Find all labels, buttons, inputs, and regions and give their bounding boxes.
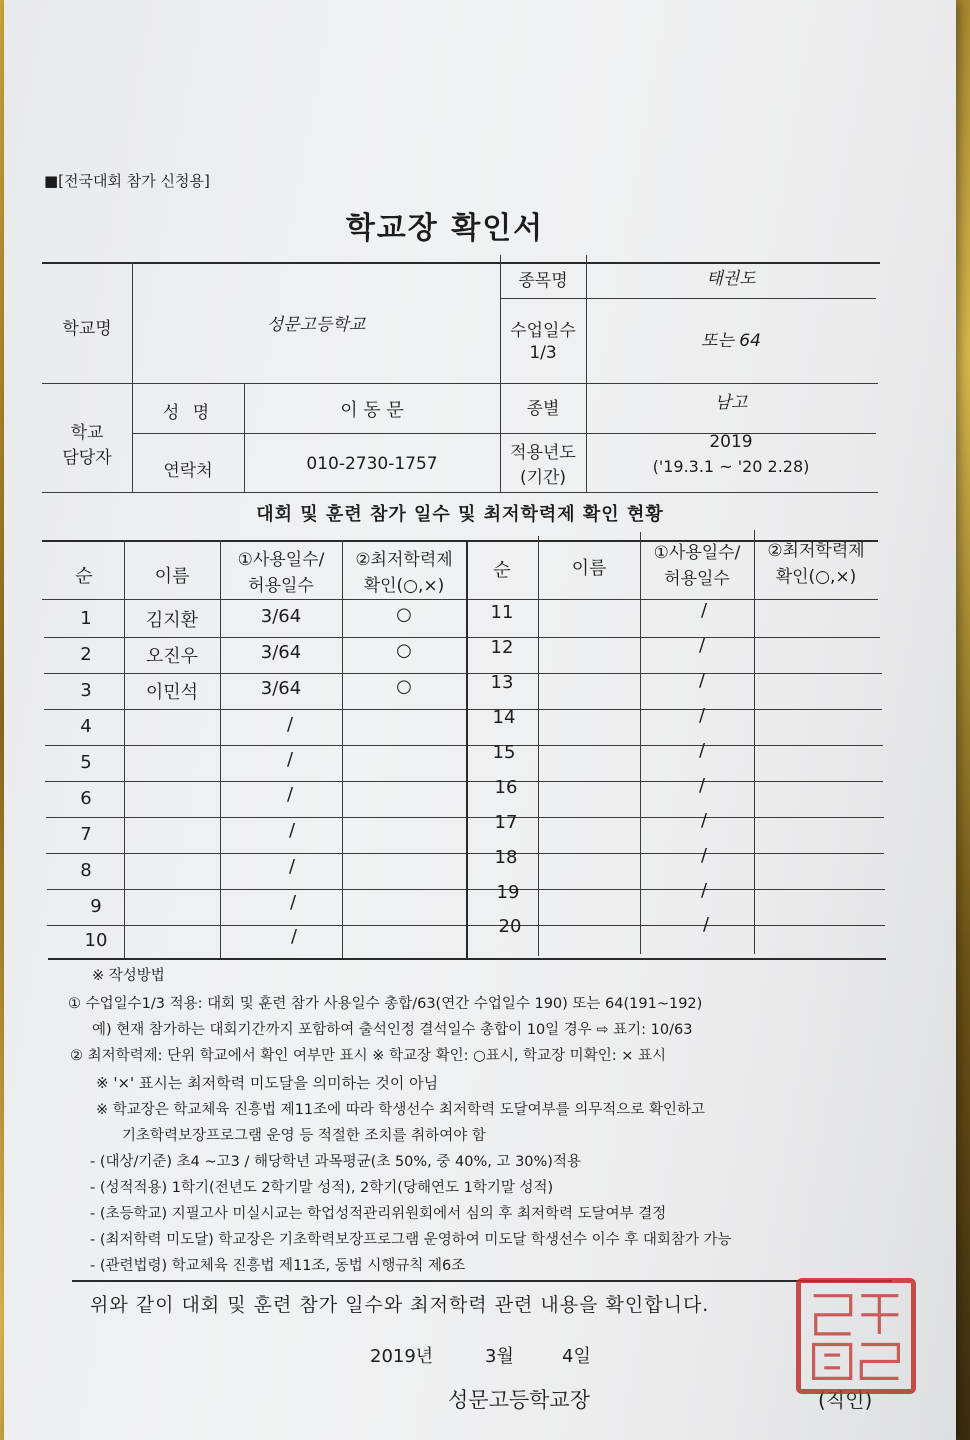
staff-label-2: 담당자 (62, 448, 112, 468)
year-label-2: (기간) (519, 468, 567, 488)
row-no: 14 (492, 707, 516, 728)
year-label-1: 적용년도 (510, 443, 576, 463)
row-no: 15 (492, 742, 516, 763)
row-days: / (286, 784, 294, 805)
official-seal (796, 1278, 916, 1394)
row-no: 5 (80, 752, 92, 773)
school-label: 학교명 (62, 319, 112, 339)
days-label-2: 1/3 (529, 343, 557, 363)
row-no: 20 (498, 916, 522, 937)
category-label: 종별 (526, 399, 560, 419)
staff-name: 이 동 문 (340, 400, 404, 421)
note-line: 예) 현재 참가하는 대회기간까지 포함하여 출석인정 결석일수 총합이 10일 경우 ⇨ 표기: 10/63 (92, 1022, 693, 1038)
header-name-right: 이름 (571, 558, 607, 579)
row-check: ○ (396, 604, 412, 625)
row-check: ○ (396, 676, 412, 697)
header-no-right: 순 (493, 560, 511, 581)
category-value: 남고 (714, 393, 748, 413)
row-no: 3 (80, 680, 92, 701)
row-days: / (288, 856, 296, 877)
row-days: / (698, 740, 706, 761)
row-days: / (698, 635, 706, 656)
row-name: 김지환 (145, 610, 199, 631)
row-no: 7 (80, 824, 92, 845)
date-day: 4일 (562, 1346, 591, 1367)
section-title: 대회 및 훈련 참가 일수 및 최저학력제 확인 현황 (256, 504, 664, 525)
row-days: / (289, 892, 297, 913)
row-days: / (700, 845, 708, 866)
sport-label: 종목명 (518, 271, 568, 291)
row-check: ○ (396, 640, 412, 661)
row-name: 이민석 (145, 682, 199, 703)
row-no: 13 (490, 672, 514, 693)
document-title: 학교장 확인서 (345, 211, 545, 246)
note-line: - (성적적용) 1학기(전년도 2학기말 성적), 2학기(당해연도 1학기말 성적) (90, 1180, 554, 1196)
header-days-right-2: 허용일수 (664, 569, 730, 589)
row-days: / (290, 926, 298, 947)
row-days: / (286, 749, 294, 770)
row-no: 10 (84, 930, 108, 951)
header-days-right-1: ①사용일수/ (653, 543, 741, 563)
seal-label: (직인) (818, 1388, 873, 1412)
contact-value: 010-2730-1757 (306, 454, 438, 474)
row-no: 2 (80, 644, 92, 665)
header-days-left-2: 허용일수 (248, 576, 314, 596)
note-line: - (관련법령) 학교체육 진흥법 제11조, 동법 시행규칙 제6조 (90, 1258, 466, 1274)
seal-icon (801, 1283, 911, 1389)
row-days: 3/64 (260, 678, 302, 699)
contact-label: 연락처 (163, 461, 213, 481)
sport-value: 태권도 (706, 269, 756, 289)
note-line: ① 수업일수1/3 적용: 대회 및 훈련 참가 사용일수 총합/63(연간 수업일수 190) 또는 64(191~192) (68, 996, 703, 1012)
date-year: 2019년 (370, 1346, 434, 1367)
row-days: / (698, 705, 706, 726)
row-no: 9 (90, 896, 102, 917)
date-month: 3월 (485, 1346, 514, 1367)
row-days: / (698, 670, 706, 691)
header-check-right-2: 확인(○,×) (775, 567, 857, 587)
school-name: 성문고등학교 (266, 315, 366, 335)
row-no: 4 (80, 716, 92, 737)
note-line: 기초학력보장프로그램 운영 등 적절한 조치를 취하여야 함 (122, 1128, 486, 1144)
row-days: 3/64 (260, 642, 302, 663)
note-line: - (초등학교) 지필고사 미실시교는 학업성적관리위원회에서 심의 후 최저학력 도달여부 결정 (90, 1206, 667, 1222)
row-no: 18 (494, 847, 518, 868)
row-no: 1 (80, 608, 92, 629)
days-value: 또는 64 (701, 331, 761, 351)
row-days: / (286, 714, 294, 735)
header-check-left-2: 확인(○,×) (363, 576, 445, 596)
note-line: ② 최저학력제: 단위 학교에서 확인 여부만 표시 ※ 학교장 확인: ○표시, 학교장 미확인: × 표시 (70, 1048, 666, 1064)
days-label-1: 수업일수 (510, 321, 576, 341)
row-no: 16 (494, 777, 518, 798)
period-value: ('19.3.1 ~ '20 2.28) (652, 457, 810, 476)
row-days: / (698, 775, 706, 796)
year-value: 2019 (709, 432, 753, 452)
confirmation-text: 위와 같이 대회 및 훈련 참가 일수와 최저학력 관련 내용을 확인합니다. (90, 1294, 710, 1316)
row-days: / (288, 820, 296, 841)
row-days: 3/64 (260, 606, 302, 627)
form-type-label: ■[전국대회 참가 신청용] (44, 172, 210, 190)
row-name: 오진우 (145, 646, 199, 667)
staff-label-1: 학교 (70, 423, 104, 443)
note-line: ※ 학교장은 학교체육 진흥법 제11조에 따라 학생선수 최저학력 도달여부를 의무적으로 확인하고 (96, 1102, 705, 1118)
header-name-left: 이름 (154, 566, 190, 587)
row-no: 12 (490, 637, 514, 658)
name-label: 성 명 (162, 403, 214, 423)
row-days: / (702, 914, 710, 935)
principal-name: 성문고등학교장 (448, 1388, 591, 1412)
header-check-right-1: ②최저학력제 (767, 541, 865, 561)
row-days: / (700, 810, 708, 831)
row-no: 8 (80, 860, 92, 881)
row-days: / (700, 600, 708, 621)
row-no: 6 (80, 788, 92, 809)
row-no: 19 (496, 882, 520, 903)
note-line: ※ '×' 표시는 최저학력 미도달을 의미하는 것이 아님 (96, 1074, 439, 1092)
header-no-left: 순 (75, 566, 93, 587)
header-check-left-1: ②최저학력제 (355, 550, 453, 570)
note-line: - (최저학력 미도달) 학교장은 기초학력보장프로그램 운영하여 미도달 학생선수 이수 후 대회참가 가능 (90, 1232, 732, 1248)
header-days-left-1: ①사용일수/ (237, 550, 325, 570)
note-line: - (대상/기준) 초4 ~고3 / 해당학년 과목평균(초 50%, 중 40%, 고 30%)적용 (90, 1154, 581, 1170)
row-days: / (700, 880, 708, 901)
notes-heading: ※ 작성방법 (92, 968, 165, 984)
row-no: 17 (494, 812, 518, 833)
row-no: 11 (490, 602, 514, 623)
